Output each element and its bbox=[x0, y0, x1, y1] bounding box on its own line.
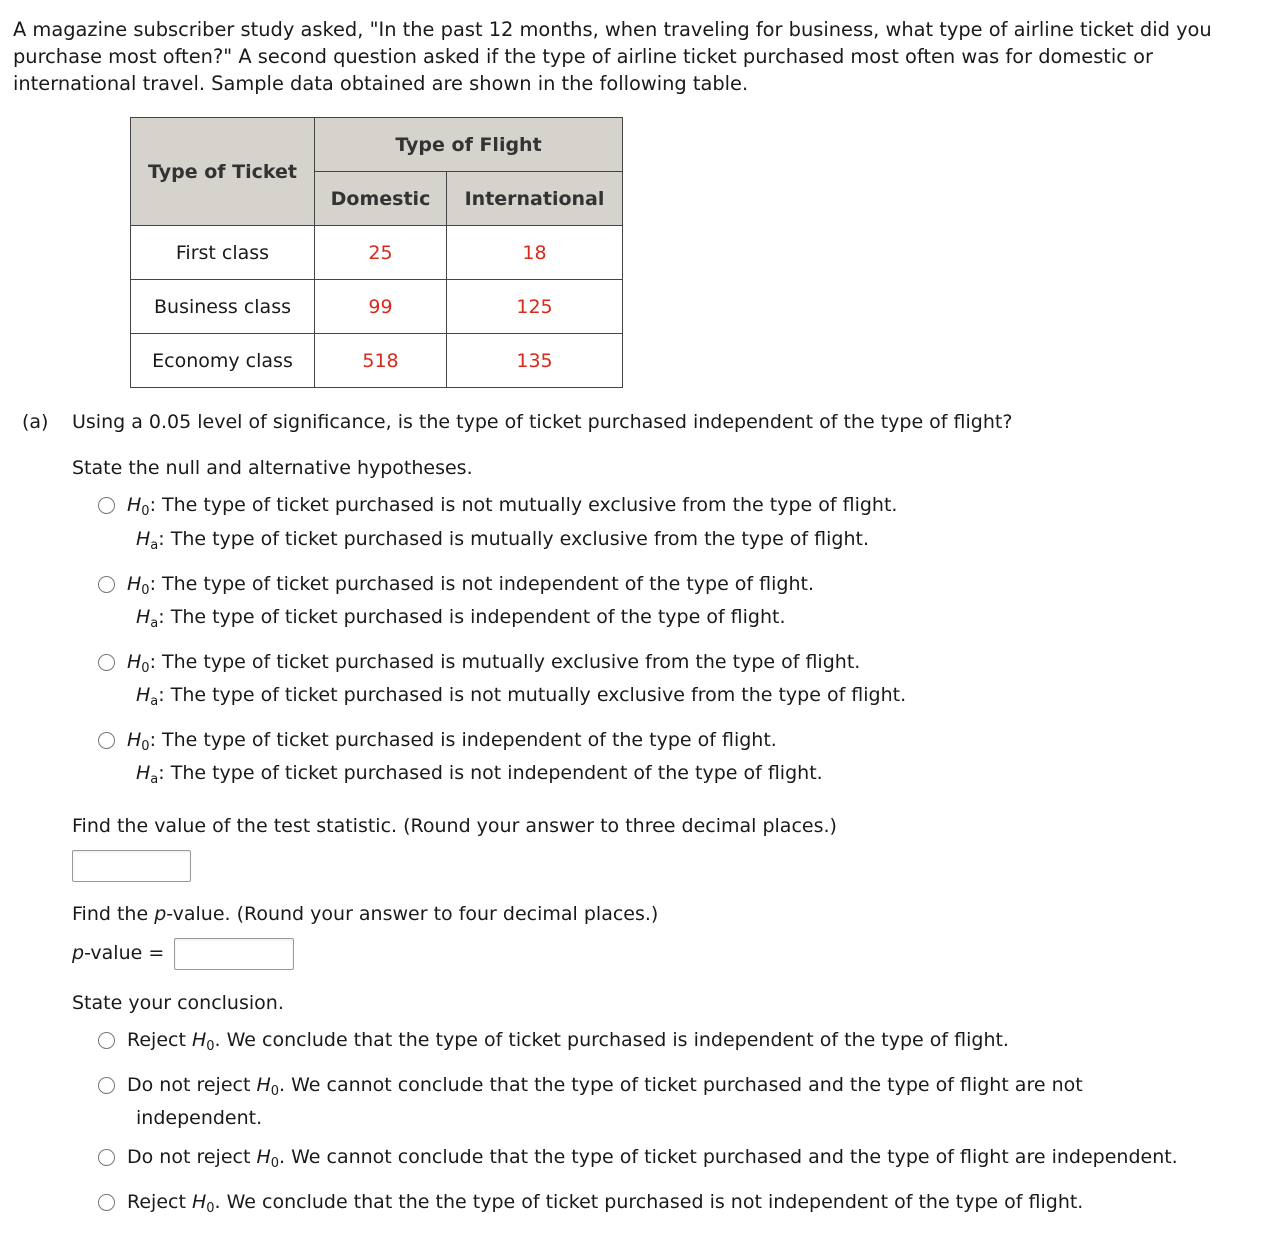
pvalue-label-rest: -value = bbox=[84, 942, 165, 964]
h0-subscript: 0 bbox=[270, 1156, 280, 1171]
cell-value: 25 bbox=[315, 226, 447, 280]
col-header-domestic: Domestic bbox=[315, 172, 447, 226]
conclusion-option-4-radio[interactable] bbox=[98, 1194, 115, 1211]
hypothesis-option-2-ha bbox=[136, 606, 786, 631]
hypothesis-option-4-radio[interactable] bbox=[98, 732, 115, 749]
conclusion-prompt: State your conclusion. bbox=[72, 992, 284, 1014]
conclusion-option-1-text bbox=[127, 1029, 1009, 1054]
ha-text: : The type of ticket purchased is independent of the type of flight. bbox=[158, 606, 786, 628]
contingency-table bbox=[130, 117, 623, 388]
h0-symbol: H bbox=[127, 729, 142, 751]
h0-subscript: 0 bbox=[141, 504, 150, 519]
hypothesis-option-4-ha bbox=[136, 762, 823, 787]
cell-value: 518 bbox=[315, 334, 447, 388]
conclusion-option-2-radio[interactable] bbox=[98, 1077, 115, 1094]
pvalue-prompt-p: p bbox=[154, 903, 167, 925]
hypothesis-option-2-h0 bbox=[127, 573, 814, 598]
test-statistic-input[interactable] bbox=[72, 850, 191, 882]
h0-symbol: H bbox=[191, 1029, 207, 1051]
h0-subscript: 0 bbox=[270, 1084, 280, 1099]
cell-value: 125 bbox=[447, 280, 623, 334]
h0-text: : The type of ticket purchased is not mutually exclusive from the type of flight. bbox=[149, 494, 898, 516]
ha-symbol: H bbox=[136, 684, 151, 706]
intro-paragraph: A magazine subscriber study asked, "In the past 12 months, when traveling for business, what type of airline ticket did you purchase most often?" A second question asked if the type of airline ticket purchased most often was for domestic or international travel. Sample data obtained are shown in the following table. bbox=[13, 18, 1212, 95]
h0-subscript: 0 bbox=[206, 1039, 215, 1054]
h0-symbol: H bbox=[127, 651, 142, 673]
table-row bbox=[131, 334, 623, 388]
h0-subscript: 0 bbox=[141, 661, 150, 676]
ha-symbol: H bbox=[136, 606, 151, 628]
row-label: Economy class bbox=[131, 334, 315, 388]
ha-symbol: H bbox=[136, 762, 151, 784]
h0-symbol: H bbox=[256, 1146, 271, 1168]
group-header: Type of Flight bbox=[315, 118, 623, 172]
hypothesis-option-1-h0 bbox=[127, 494, 897, 519]
conclusion-post: . We conclude that the type of ticket purchased is independent of the type of flight. bbox=[214, 1029, 1009, 1051]
conclusion-option-2-continuation: independent. bbox=[136, 1107, 263, 1129]
row-header: Type of Ticket bbox=[131, 118, 315, 226]
conclusion-option-3-radio[interactable] bbox=[98, 1149, 115, 1166]
ha-text: : The type of ticket purchased is not mutually exclusive from the type of flight. bbox=[158, 684, 907, 706]
table-row bbox=[131, 280, 623, 334]
table-row bbox=[131, 226, 623, 280]
ha-subscript: a bbox=[150, 694, 159, 709]
pvalue-prompt-post: -value. (Round your answer to four decimal places.) bbox=[166, 903, 659, 925]
conclusion-pre: Do not reject bbox=[127, 1146, 257, 1168]
ha-text: : The type of ticket purchased is mutually exclusive from the type of flight. bbox=[158, 528, 869, 550]
hypothesis-option-1-radio[interactable] bbox=[98, 497, 115, 514]
conclusion-option-4-text bbox=[127, 1191, 1083, 1216]
h0-symbol: H bbox=[127, 494, 142, 516]
hypotheses-prompt: State the null and alternative hypotheses. bbox=[72, 457, 473, 479]
hypothesis-option-3-ha bbox=[136, 684, 906, 709]
h0-symbol: H bbox=[191, 1191, 207, 1213]
ha-subscript: a bbox=[150, 616, 159, 631]
ha-subscript: a bbox=[150, 538, 159, 553]
pvalue-input[interactable] bbox=[174, 938, 294, 970]
ha-text: : The type of ticket purchased is not independent of the type of flight. bbox=[158, 762, 823, 784]
h0-subscript: 0 bbox=[206, 1201, 215, 1216]
ha-symbol: H bbox=[136, 528, 151, 550]
pvalue-prompt bbox=[72, 903, 658, 925]
conclusion-post: . We cannot conclude that the type of ticket purchased and the type of flight are independent. bbox=[279, 1146, 1178, 1168]
h0-subscript: 0 bbox=[141, 583, 150, 598]
pvalue-prompt-pre: Find the bbox=[72, 903, 155, 925]
h0-symbol: H bbox=[256, 1074, 271, 1096]
h0-symbol: H bbox=[127, 573, 142, 595]
conclusion-option-1-radio[interactable] bbox=[98, 1032, 115, 1049]
hypothesis-option-4-h0 bbox=[127, 729, 777, 754]
h0-subscript: 0 bbox=[141, 739, 150, 754]
conclusion-option-3-text bbox=[127, 1146, 1178, 1171]
h0-text: : The type of ticket purchased is independent of the type of flight. bbox=[149, 729, 777, 751]
row-label: Business class bbox=[131, 280, 315, 334]
hypothesis-option-3-h0 bbox=[127, 651, 860, 676]
conclusion-post: . We cannot conclude that the type of ticket purchased and the type of flight are not bbox=[279, 1074, 1083, 1096]
cell-value: 99 bbox=[315, 280, 447, 334]
hypothesis-option-2-radio[interactable] bbox=[98, 576, 115, 593]
ha-subscript: a bbox=[150, 772, 159, 787]
conclusion-pre: Reject bbox=[127, 1191, 192, 1213]
col-header-international: International bbox=[447, 172, 623, 226]
conclusion-option-2-text bbox=[127, 1074, 1083, 1099]
conclusion-pre: Do not reject bbox=[127, 1074, 257, 1096]
test-statistic-prompt: Find the value of the test statistic. (Round your answer to three decimal places.) bbox=[72, 815, 837, 837]
hypothesis-option-1-ha bbox=[136, 528, 869, 553]
hypothesis-option-3-radio[interactable] bbox=[98, 654, 115, 671]
conclusion-post: . We conclude that the the type of ticket purchased is not independent of the type of flight. bbox=[214, 1191, 1084, 1213]
row-label: First class bbox=[131, 226, 315, 280]
cell-value: 135 bbox=[447, 334, 623, 388]
h0-text: : The type of ticket purchased is mutually exclusive from the type of flight. bbox=[149, 651, 861, 673]
pvalue-label bbox=[72, 942, 164, 964]
part-question: Using a 0.05 level of significance, is the type of ticket purchased independent of the type of flight? bbox=[72, 411, 1013, 433]
pvalue-label-p: p bbox=[72, 942, 85, 964]
conclusion-pre: Reject bbox=[127, 1029, 192, 1051]
part-label: (a) bbox=[22, 411, 49, 433]
h0-text: : The type of ticket purchased is not independent of the type of flight. bbox=[149, 573, 814, 595]
cell-value: 18 bbox=[447, 226, 623, 280]
